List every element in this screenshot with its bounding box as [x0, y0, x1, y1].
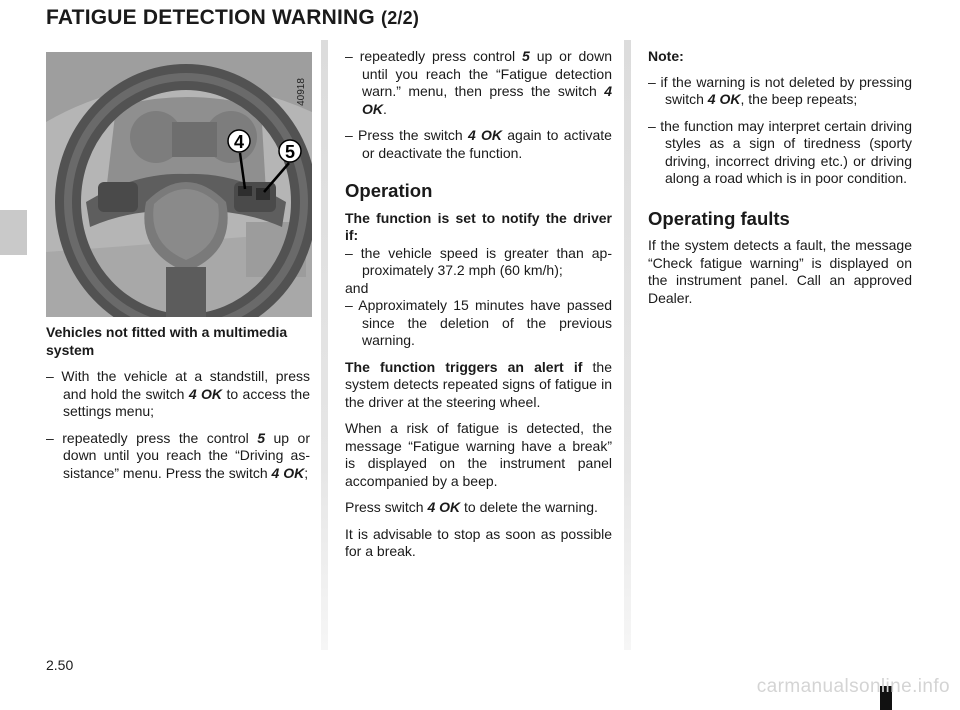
- section-tab: [0, 210, 27, 255]
- switch-ref: 4 OK: [362, 83, 612, 117]
- page-number: 2.50: [46, 657, 74, 673]
- control-ref: 5: [522, 48, 530, 64]
- control-ref: 5: [257, 429, 266, 446]
- col2-item-1-mid: up or down until you reach the “Fatigue detection warn.” menu, then press the switch: [362, 48, 612, 99]
- notify-lead: The function is set to notify the driver if:: [345, 209, 612, 243]
- col2-item-2-end: again to activate or deactivate the function.: [362, 127, 612, 161]
- col1-heading: Vehicles not fitted with a multimedia system: [46, 324, 288, 358]
- col2-item-2-text: Press the switch: [358, 127, 468, 143]
- and-text: and: [345, 279, 369, 296]
- col1-item-2-end: ;: [304, 464, 309, 481]
- watermark: carmanualsonline.info: [756, 676, 950, 697]
- condition-2: – Approximately 15 minutes have passed since the deletion of the previous warning.: [345, 297, 613, 348]
- note-label: Note:: [648, 48, 684, 64]
- note-1-end: , the beep repeats;: [740, 91, 858, 107]
- col1-item-2-text: repeatedly press the control: [62, 429, 258, 446]
- press-paragraph: [345, 499, 612, 517]
- col1-item-2: – repeatedly press the control 5 up or down until you reach the “Driving assistance” menu. Press the switch 4 OK;: [46, 429, 310, 481]
- condition-1-text: the vehicle speed is greater than approximately 37.2 mph (60 km/h);: [360, 244, 612, 278]
- note-1-text: if the warning is not deleted by pressing switch: [660, 73, 912, 107]
- operation-heading: Operation: [345, 180, 433, 201]
- risk-paragraph: When a risk of fatigue is detected, the message “Fatigue warning have a break” is displayed on the instrument panel accompanied by a beep.: [345, 420, 612, 489]
- note-2-text: the function may interpret certain driving styles as a sign of tiredness (sporty driving, incorrect driving etc.) or driving along a road which is in poor condition.: [660, 117, 912, 186]
- alert-rest: the system detects repeated signs of fatigue in the driver at the steering wheel.: [345, 358, 612, 410]
- alert-lead: The function triggers an alert if: [345, 358, 583, 375]
- switch-ref: 4 OK: [467, 127, 503, 143]
- press-text: Press switch: [345, 499, 428, 515]
- faults-paragraph: If the system detects a fault, the message “Check fatigue warning” is displayed on the instrument panel. Call an approved Dealer.: [648, 237, 912, 306]
- col2-item-1: – repeatedly press control 5 up or down until you reach the “Fatigue detection warn.” menu, then press the switch 4 OK.: [345, 48, 612, 117]
- title-text: FATIGUE DETECTION WARNING: [46, 6, 375, 29]
- steering-wheel-drawing: [46, 52, 312, 317]
- switch-ref: 4 OK: [271, 464, 305, 481]
- condition-2-text: Approximately 15 minutes have passed since the deletion of the previous warning.: [358, 297, 613, 348]
- col2-item-2: – Press the switch 4 OK again to activate or deactivate the function.: [345, 127, 612, 161]
- switch-ref: 4 OK: [707, 91, 741, 107]
- note-2: – the function may interpret certain driving styles as a sign of tiredness (sporty driving, incorrect driving etc.) or driving along a road which is in poor condition.: [648, 117, 912, 186]
- steering-wheel-illustration: [46, 52, 312, 317]
- col2-item-1-text: repeatedly press control: [359, 48, 523, 64]
- advice-paragraph: It is advisable to stop as soon as possible for a break.: [345, 525, 612, 559]
- column-2: [345, 48, 612, 570]
- condition-1: – the vehicle speed is greater than approximately 37.2 mph (60 km/h);: [345, 244, 612, 278]
- col1-item-1: – With the vehicle at a standstill, press and hold the switch 4 OK to access the settings menu;: [46, 368, 310, 419]
- column-divider-1: [321, 40, 328, 650]
- column-divider-2: [624, 40, 631, 650]
- switch-ref: 4 OK: [427, 499, 461, 515]
- title-part: (2/2): [381, 8, 420, 28]
- column-1: [46, 324, 310, 491]
- press-end: to delete the warning.: [460, 499, 598, 515]
- column-3: [648, 48, 912, 316]
- figure-code: 40918: [296, 78, 307, 106]
- faults-heading: Operating faults: [648, 207, 790, 229]
- col2-item-1-end: .: [383, 100, 387, 117]
- note-1: – if the warning is not deleted by pressing switch 4 OK, the beep repeats;: [648, 73, 912, 107]
- callout-4-label: 4: [233, 132, 245, 152]
- alert-paragraph: [345, 359, 612, 412]
- switch-ref: 4 OK: [188, 385, 223, 402]
- col1-item-1-text: With the vehicle at a standstill, press and hold the switch: [61, 368, 310, 402]
- page-title: [46, 6, 419, 30]
- col1-item-2-mid: up or down until you reach the “Driving assistance” menu. Press the switch: [63, 429, 310, 481]
- callout-5-label: 5: [284, 142, 296, 162]
- col1-item-1-end: to access the settings menu;: [63, 385, 310, 419]
